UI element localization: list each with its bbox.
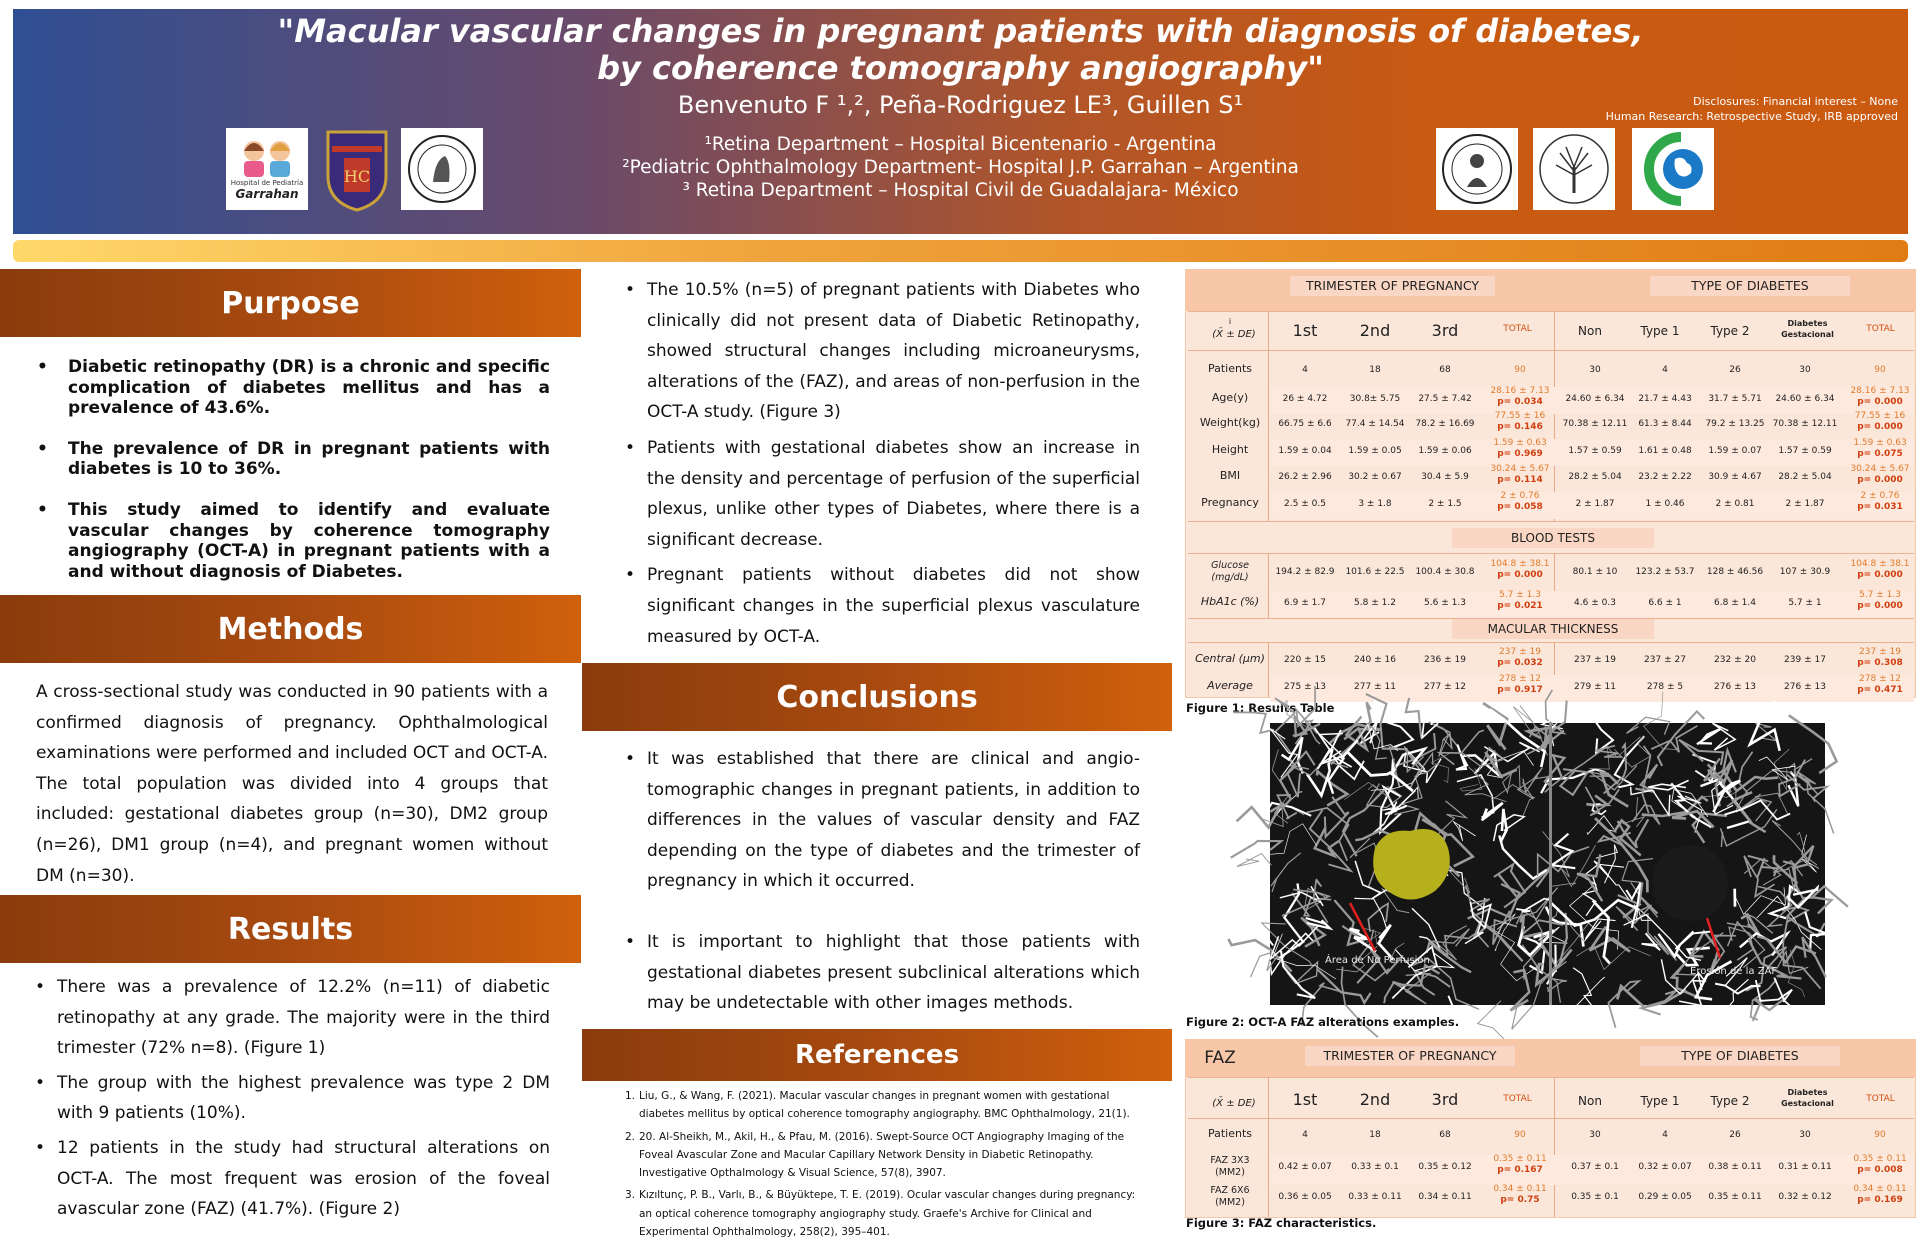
table-cell: 0.33 ± 0.1	[1345, 1162, 1405, 1172]
table-cell: 239 ± 17	[1770, 655, 1840, 665]
vessel-line	[1510, 970, 1529, 1010]
vessel-line	[1315, 828, 1339, 856]
row-label: Patients	[1190, 363, 1270, 375]
table-cell: 0.32 ± 0.12	[1770, 1192, 1840, 1202]
table-cell: 0.35 ± 0.1	[1560, 1192, 1630, 1202]
conclusions-heading: Conclusions	[582, 663, 1172, 731]
disclosure-financial: Disclosures: Financial interest – None	[1606, 94, 1898, 109]
table-cell: 0.33 ± 0.11	[1345, 1192, 1405, 1202]
row-label: FAZ 3X3 (MM2)	[1190, 1155, 1270, 1179]
stat-mark: i	[1200, 317, 1260, 327]
table-cell: 2 ± 1.87	[1770, 499, 1840, 509]
row-label: Age(y)	[1190, 392, 1270, 404]
table-cell: 1.57 ± 0.59	[1770, 446, 1840, 456]
faz-trimester-label: TRIMESTER OF PREGNANCY	[1305, 1046, 1515, 1066]
table-cell: 100.4 ± 30.8	[1415, 567, 1475, 577]
col-total: TOTAL	[1848, 324, 1913, 334]
faz-stat-label: (X̄ ± DE)	[1200, 1098, 1268, 1109]
row-label: Pregnancy	[1190, 497, 1270, 509]
vessel-line	[1599, 864, 1629, 899]
col-type-1: Type 1	[1630, 324, 1690, 338]
university-seal-right	[1436, 128, 1518, 210]
table-cell: 80.1 ± 10	[1560, 567, 1630, 577]
results-continued	[625, 275, 1140, 652]
purpose-heading: Purpose	[0, 269, 581, 337]
row-label: Patients	[1190, 1128, 1270, 1140]
table-cell: 30.4 ± 5.9	[1415, 472, 1475, 482]
table-total-cell: 237 ± 19 p= 0.308	[1848, 647, 1912, 669]
table-cell: 30.2 ± 0.67	[1345, 472, 1405, 482]
table-cell: 1.59 ± 0.07	[1700, 446, 1770, 456]
vessel-line	[1789, 715, 1837, 773]
vessel-line	[1439, 730, 1484, 764]
vessel-line	[1622, 797, 1644, 827]
results-item: • The 10.5% (n=5) of pregnant patients with Diabetes who clinically did not present data of Diabetic Retinopathy, showed structural changes including microaneurysms, alterations of the (FAZ), and areas of non-perfusion in the OCT-A study. (Figure 3)	[625, 275, 1140, 428]
table-cell: 107 ± 30.9	[1770, 567, 1840, 577]
conclusions-section	[625, 744, 1140, 1019]
conclusions-item: • It was established that there are clinical and angio-tomographic changes in pregnant patients, in addition to differences in the values of vascular density and FAZ depending on the type of diabetes and the trimester of pregnancy in which it occurred.	[625, 744, 1140, 897]
table-cell: 26	[1700, 1130, 1770, 1140]
row-label: Height	[1190, 444, 1270, 456]
table-total-cell: 104.8 ± 38.1 p= 0.000	[1488, 559, 1552, 581]
table-cell: 220 ± 15	[1275, 655, 1335, 665]
col-non: Non	[1560, 324, 1620, 338]
row-label: Glucose (mg/dL)	[1190, 560, 1270, 584]
vessel-line	[1354, 898, 1386, 928]
table-cell: 1.59 ± 0.04	[1275, 446, 1335, 456]
table-cell: 24.60 ± 6.34	[1770, 394, 1840, 404]
results-item: • The group with the highest prevalence was type 2 DM with 9 patients (10%).	[35, 1068, 550, 1129]
table-cell: 26.2 ± 2.96	[1275, 472, 1335, 482]
table-cell: 3 ± 1.8	[1345, 499, 1405, 509]
vessel-line	[1501, 809, 1507, 842]
faz-col-total: TOTAL	[1848, 1094, 1913, 1104]
figure-1-caption: Figure 1: Results Table	[1186, 701, 1334, 715]
table-cell: 0.36 ± 0.05	[1275, 1192, 1335, 1202]
image-divider	[1549, 723, 1552, 1005]
table-total-cell: 0.34 ± 0.11 p= 0.75	[1488, 1184, 1552, 1206]
col-total: TOTAL	[1485, 324, 1550, 334]
vessel-line	[1740, 933, 1788, 955]
faz-col-type-1: Type 1	[1630, 1094, 1690, 1108]
table-total-cell: 90	[1848, 1130, 1912, 1141]
faz-col-total: TOTAL	[1485, 1094, 1550, 1104]
label-non-perfusion: Área de No Perfusión	[1325, 955, 1430, 966]
garrahan-logo-line-2: Garrahan	[235, 187, 298, 201]
table-divider	[1188, 350, 1914, 351]
references-list	[625, 1087, 1140, 1245]
table-cell: 101.6 ± 22.5	[1345, 567, 1405, 577]
vessel-line	[1453, 821, 1475, 841]
table-cell: 30	[1560, 1130, 1630, 1140]
vessel-line	[1615, 736, 1651, 767]
type-of-diabetes-label: TYPE OF DIABETES	[1650, 276, 1850, 296]
vessel-line	[1573, 968, 1592, 1006]
table-cell: 26	[1700, 365, 1770, 375]
hc-shield-logo	[316, 128, 398, 210]
vessel-line	[1576, 945, 1650, 969]
table-cell: 23.2 ± 2.22	[1630, 472, 1700, 482]
table-cell: 2 ± 1.87	[1560, 499, 1630, 509]
vessel-line	[1264, 824, 1316, 855]
table-cell: 27.5 ± 7.42	[1415, 394, 1475, 404]
table-cell: 68	[1415, 1130, 1475, 1140]
table-cell: 6.6 ± 1	[1630, 598, 1700, 608]
table-cell: 1.59 ± 0.06	[1415, 446, 1475, 456]
university-seal-left	[401, 128, 483, 210]
purpose-item: • Diabetic retinopathy (DR) is a chronic and specific complication of diabetes mellitus and has a prevalence of 43.6%.	[35, 357, 550, 419]
table-total-cell: 104.8 ± 38.1 p= 0.000	[1848, 559, 1912, 581]
table-cell: 6.9 ± 1.7	[1275, 598, 1335, 608]
table-cell: 0.34 ± 0.11	[1415, 1192, 1475, 1202]
vessel-line	[1714, 979, 1749, 1024]
table-cell: 30.8± 5.75	[1345, 394, 1405, 404]
poster-title	[13, 13, 1908, 87]
vessel-line	[1280, 886, 1323, 906]
table-cell: 66.75 ± 6.6	[1275, 419, 1335, 429]
table-cell: 4	[1275, 365, 1335, 375]
table-divider	[1268, 311, 1269, 521]
table-cell: 0.35 ± 0.12	[1415, 1162, 1475, 1172]
vessel-line	[1237, 854, 1272, 867]
col-2nd: 2nd	[1345, 321, 1405, 340]
table-cell: 79.2 ± 13.25	[1700, 419, 1770, 429]
faz-col-1st: 1st	[1275, 1090, 1335, 1109]
title-line-2: by coherence tomography angiography"	[13, 50, 1908, 87]
table-cell: 1.57 ± 0.59	[1560, 446, 1630, 456]
table-total-cell: 5.7 ± 1.3 p= 0.000	[1848, 590, 1912, 612]
vessel-line	[1622, 859, 1653, 883]
table-cell: 276 ± 13	[1700, 682, 1770, 692]
table-cell: 237 ± 27	[1630, 655, 1700, 665]
row-label: FAZ 6X6 (MM2)	[1190, 1185, 1270, 1209]
row-label: Central (µm)	[1190, 653, 1270, 665]
non-perfusion-area	[1373, 829, 1450, 899]
reference-item: 2. 20. Al-Sheikh, M., Akil, H., & Pfau, M. (2016). Swept-Source OCT Angiography Imaging of the Foveal Avascular Zone and Macular Capillary Network Density in Diabetic Retinopathy. Investigative Opthalmology & Visual Science, 57(8), 3907.	[625, 1128, 1140, 1183]
table-cell: 4	[1630, 365, 1700, 375]
table-cell: 278 ± 5	[1630, 682, 1700, 692]
table-cell: 78.2 ± 16.69	[1415, 419, 1475, 429]
col-3rd: 3rd	[1415, 321, 1475, 340]
faz-erosion-area	[1652, 845, 1728, 921]
methods-text: A cross-sectional study was conducted in 90 patients with a confirmed diagnosis of pregnancy. Ophthalmological examinations were performed and included OCT and OCT-A. The total population was divided into 4 groups that included: gestational diabetes group (n=30), DM2 group (n=26), DM1 group (n=4), and pregnant women without DM (n=30).	[36, 677, 548, 891]
vessel-line	[1577, 854, 1602, 901]
table-total-cell: 278 ± 12 p= 0.471	[1848, 674, 1912, 696]
table-total-cell: 1.59 ± 0.63 p= 0.969	[1488, 438, 1552, 460]
children-icon	[232, 137, 302, 179]
vessel-line	[1503, 766, 1521, 793]
table-total-cell: 1.59 ± 0.63 p= 0.075	[1848, 438, 1912, 460]
table-total-cell: 5.7 ± 1.3 p= 0.021	[1488, 590, 1552, 612]
vessel-line	[1438, 801, 1466, 835]
retina-society-logo	[1533, 128, 1615, 210]
macular-thickness-label: MACULAR THICKNESS	[1452, 619, 1654, 639]
table-cell: 30	[1770, 1130, 1840, 1140]
table-total-cell: 0.34 ± 0.11 p= 0.169	[1848, 1184, 1912, 1206]
purpose-section	[35, 357, 550, 602]
table-cell: 194.2 ± 82.9	[1275, 567, 1335, 577]
affiliation-3: ³ Retina Department – Hospital Civil de Guadalajara- México	[13, 179, 1908, 202]
table-cell: 240 ± 16	[1345, 655, 1405, 665]
table-divider	[1188, 642, 1914, 643]
table-total-cell: 0.35 ± 0.11 p= 0.167	[1488, 1154, 1552, 1176]
table-cell: 6.8 ± 1.4	[1700, 598, 1770, 608]
conclusions-item: • It is important to highlight that those patients with gestational diabetes present subclinical alterations which may be undetectable with other images methods.	[625, 927, 1140, 1019]
table-cell: 28.2 ± 5.04	[1560, 472, 1630, 482]
poster-header	[13, 9, 1908, 234]
table-cell: 18	[1345, 365, 1405, 375]
affiliation-1: ¹Retina Department – Hospital Bicentenario - Argentina	[13, 133, 1908, 156]
table-cell: 232 ± 20	[1700, 655, 1770, 665]
faz-col-non: Non	[1560, 1094, 1620, 1108]
row-label: HbA1c (%)	[1190, 596, 1270, 608]
purpose-item: • This study aimed to identify and evaluate vascular changes by coherence tomography angiography (OCT-A) in pregnant patients with a and without diagnosis of Diabetes.	[35, 500, 550, 582]
table-cell: 2 ± 0.81	[1700, 499, 1770, 509]
table-total-cell: 90	[1488, 365, 1552, 376]
table-cell: 18	[1345, 1130, 1405, 1140]
vessel-line	[1237, 806, 1281, 828]
vessel-line	[1744, 856, 1774, 897]
results-item: • Pregnant patients without diabetes did not show significant changes in the superficial plexus vasculature measured by OCT-A.	[625, 560, 1140, 652]
table-divider	[1188, 1118, 1914, 1119]
table-cell: 0.31 ± 0.11	[1770, 1162, 1840, 1172]
table-cell: 0.38 ± 0.11	[1700, 1162, 1770, 1172]
table-cell: 236 ± 19	[1415, 655, 1475, 665]
vessel-line	[1721, 832, 1722, 847]
table-cell: 26 ± 4.72	[1275, 394, 1335, 404]
svg-text:HC: HC	[344, 167, 370, 186]
table-total-cell: 30.24 ± 5.67 p= 0.000	[1848, 464, 1912, 486]
shield-icon	[322, 126, 392, 212]
vessel-line	[1271, 853, 1301, 892]
table-total-cell: 30.24 ± 5.67 p= 0.114	[1488, 464, 1552, 486]
row-label: Weight(kg)	[1190, 417, 1270, 429]
vessel-line	[1584, 705, 1613, 753]
table-cell: 279 ± 11	[1560, 682, 1630, 692]
table-cell: 30	[1560, 365, 1630, 375]
references-heading: References	[582, 1029, 1172, 1081]
table-cell: 277 ± 11	[1345, 682, 1405, 692]
table-divider	[1188, 521, 1914, 522]
table-divider	[1188, 311, 1914, 312]
table-total-cell: 28.16 ± 7.13 p= 0.000	[1848, 386, 1912, 408]
table-total-cell: 77.55 ± 16 p= 0.000	[1848, 411, 1912, 433]
disclosures	[1606, 94, 1898, 124]
vessel-line	[1494, 815, 1525, 841]
vessel-line	[1494, 864, 1525, 907]
table-cell: 1.61 ± 0.48	[1630, 446, 1700, 456]
blood-tests-label: BLOOD TESTS	[1452, 528, 1654, 548]
table-cell: 237 ± 19	[1560, 655, 1630, 665]
authors: Benvenuto F ¹,², Peña-Rodriguez LE³, Guillen S¹	[13, 91, 1908, 119]
disclosure-irb: Human Research: Retrospective Study, IRB approved	[1606, 109, 1898, 124]
garrahan-logo	[226, 128, 308, 210]
table-divider	[1554, 1077, 1555, 1217]
faz-col-type-2: Type 2	[1700, 1094, 1760, 1108]
faz-col-gestational: Diabetes Gestacional	[1770, 1087, 1845, 1109]
table-cell: 77.4 ± 14.54	[1345, 419, 1405, 429]
results-section	[35, 972, 550, 1225]
table-cell: 24.60 ± 6.34	[1560, 394, 1630, 404]
vessel-line	[1697, 729, 1721, 744]
table-cell: 0.37 ± 0.1	[1560, 1162, 1630, 1172]
vessel-line	[1281, 951, 1315, 998]
faz-type-of-diabetes-label: TYPE OF DIABETES	[1640, 1046, 1840, 1066]
vessel-line	[1595, 746, 1622, 757]
header-accent-bar	[13, 240, 1908, 262]
vessel-line	[1658, 711, 1704, 766]
vessel-line	[1233, 712, 1274, 733]
vessel-line	[1310, 810, 1351, 871]
table-cell: 31.7 ± 5.71	[1700, 394, 1770, 404]
octa-figure	[1270, 723, 1825, 1005]
table-cell: 5.6 ± 1.3	[1415, 598, 1475, 608]
col-type-2: Type 2	[1700, 324, 1760, 338]
table-cell: 277 ± 12	[1415, 682, 1475, 692]
faz-col-3rd: 3rd	[1415, 1090, 1475, 1109]
table-cell: 21.7 ± 4.43	[1630, 394, 1700, 404]
results-item: • There was a prevalence of 12.2% (n=11) of diabetic retinopathy at any grade. The majority were in the third trimester (72% n=8). (Figure 1)	[35, 972, 550, 1064]
table-cell: 5.8 ± 1.2	[1345, 598, 1405, 608]
methods-heading: Methods	[0, 595, 581, 663]
globe-logo	[1632, 128, 1714, 210]
faz-col-2nd: 2nd	[1345, 1090, 1405, 1109]
table-total-cell: 28.16 ± 7.13 p= 0.034	[1488, 386, 1552, 408]
title-line-1: "Macular vascular changes in pregnant patients with diagnosis of diabetes,	[13, 13, 1908, 50]
garrahan-logo-line-1: Hospital de Pediatría	[231, 179, 304, 187]
results-item: • Patients with gestational diabetes show an increase in the density and percentage of perfusion of the superficial plexus, unlike other types of Diabetes, where there is a significant decrease.	[625, 433, 1140, 555]
table-cell: 4.6 ± 0.3	[1560, 598, 1630, 608]
table-cell: 0.29 ± 0.05	[1630, 1192, 1700, 1202]
vessel-line	[1431, 753, 1449, 782]
figure-2-caption: Figure 2: OCT-A FAZ alterations examples.	[1186, 1015, 1459, 1029]
vessel-line	[1406, 698, 1422, 738]
purpose-item: • The prevalence of DR in pregnant patients with diabetes is 10 to 36%.	[35, 439, 550, 480]
table-total-cell: 237 ± 19 p= 0.032	[1488, 647, 1552, 669]
reference-item: 1. Liu, G., & Wang, F. (2021). Macular vascular changes in pregnant women with gestational diabetes mellitus by optical coherence tomography angiography. BMC Ophthalmology, 21(1).	[625, 1087, 1140, 1124]
table-cell: 70.38 ± 12.11	[1770, 419, 1840, 429]
vessel-line	[1627, 717, 1670, 734]
table-total-cell: 77.55 ± 16 p= 0.146	[1488, 411, 1552, 433]
table-cell: 0.32 ± 0.07	[1630, 1162, 1700, 1172]
vessel-line	[1755, 793, 1788, 815]
vessel-line	[1651, 726, 1697, 752]
vessel-line	[1648, 780, 1688, 790]
table-cell: 128 ± 46.56	[1700, 567, 1770, 577]
table-cell: 2.5 ± 0.5	[1275, 499, 1335, 509]
vessel-line	[1499, 835, 1546, 878]
table-cell: 1 ± 0.46	[1630, 499, 1700, 509]
affiliation-2: ²Pediatric Ophthalmology Department- Hospital J.P. Garrahan – Argentina	[13, 156, 1908, 179]
trimester-label: TRIMESTER OF PREGNANCY	[1290, 276, 1495, 296]
table-cell: 28.2 ± 5.04	[1770, 472, 1840, 482]
table-cell: 30	[1770, 365, 1840, 375]
col-gestational: Diabetes Gestacional	[1770, 318, 1845, 340]
table-cell: 4	[1630, 1130, 1700, 1140]
table-cell: 276 ± 13	[1770, 682, 1840, 692]
tree-icon	[1536, 131, 1612, 207]
table-total-cell: 90	[1848, 365, 1912, 376]
table-cell: 70.38 ± 12.11	[1560, 419, 1630, 429]
table-divider	[1554, 311, 1555, 521]
results-heading: Results	[0, 895, 581, 963]
row-label: Average	[1190, 680, 1270, 692]
table-cell: 0.35 ± 0.11	[1700, 1192, 1770, 1202]
table-cell: 68	[1415, 365, 1475, 375]
table-total-cell: 2 ± 0.76 p= 0.058	[1488, 491, 1552, 513]
table-total-cell: 90	[1488, 1130, 1552, 1141]
vessel-line	[1713, 723, 1736, 750]
figure-3-caption: Figure 3: FAZ characteristics.	[1186, 1216, 1376, 1230]
table-cell: 123.2 ± 53.7	[1630, 567, 1700, 577]
label-faz-erosion: Erosión de la ZAF	[1690, 966, 1777, 977]
globe-icon	[1633, 129, 1713, 209]
table-cell: 0.42 ± 0.07	[1275, 1162, 1335, 1172]
table-cell: 61.3 ± 8.44	[1630, 419, 1700, 429]
table-cell: 275 ± 13	[1275, 682, 1335, 692]
vessel-line	[1431, 929, 1470, 955]
table-cell: 30.9 ± 4.67	[1700, 472, 1770, 482]
table-cell: 2 ± 1.5	[1415, 499, 1475, 509]
table-cell: 4	[1275, 1130, 1335, 1140]
table-cell: 1.59 ± 0.05	[1345, 446, 1405, 456]
seal-icon	[1439, 131, 1515, 207]
table-divider	[1188, 553, 1914, 554]
table-divider	[1188, 1077, 1914, 1078]
vessel-line	[1482, 803, 1503, 820]
vessel-line	[1231, 841, 1282, 858]
col-1st: 1st	[1275, 321, 1335, 340]
faz-label: FAZ	[1190, 1048, 1250, 1068]
vessel-line	[1483, 703, 1507, 749]
results-item: • 12 patients in the study had structural alterations on OCT-A. The most frequent was erosion of the foveal avascular zone (FAZ) (41.7%). (Figure 2)	[35, 1133, 550, 1225]
table-total-cell: 0.35 ± 0.11 p= 0.008	[1848, 1154, 1912, 1176]
seal-icon	[405, 132, 479, 206]
row-label: BMI	[1190, 470, 1270, 482]
table-total-cell: 278 ± 12 p= 0.917	[1488, 674, 1552, 696]
reference-item: 3. Kızıltunç, P. B., Varlı, B., & Büyüktepe, T. E. (2019). Ocular vascular changes during pregnancy: an optical coherence tomography angiography study. Graefe's Archive for Clinical and Experimental Ophthalmology, 258(2), 395–401.	[625, 1186, 1140, 1241]
vessel-line	[1733, 792, 1766, 832]
stat-label: (X̄ ± DE)	[1200, 329, 1268, 340]
table-cell: 5.7 ± 1	[1770, 598, 1840, 608]
table-total-cell: 2 ± 0.76 p= 0.031	[1848, 491, 1912, 513]
